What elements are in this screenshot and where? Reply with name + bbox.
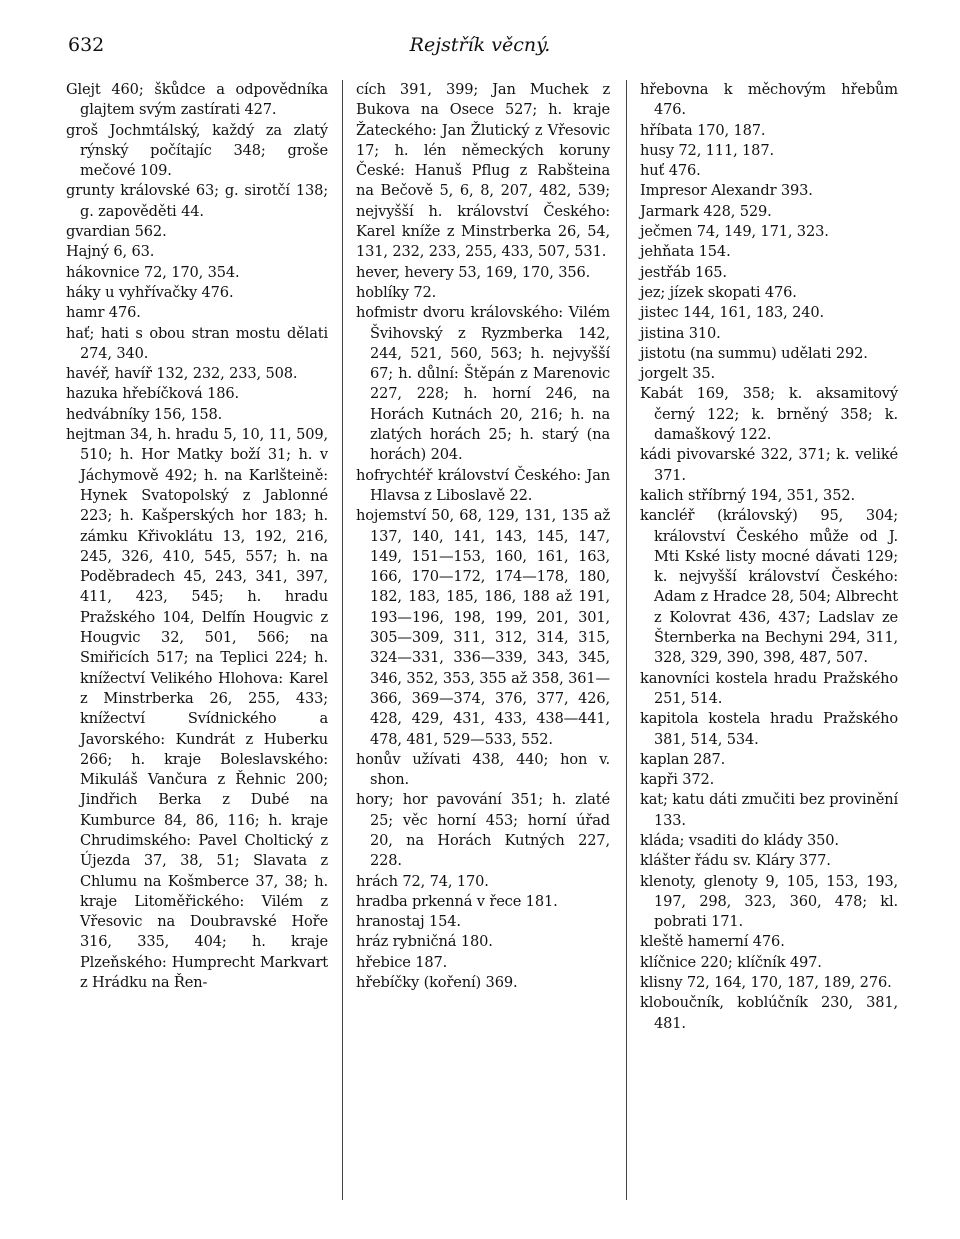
index-entry: Glejt 460; škůdce a odpovědníka glajtem svým zastírati 427.	[66, 81, 328, 119]
index-entry: jorgelt 35.	[640, 365, 715, 383]
index-entry: kanovníci kostela hradu Pražského 251, 514.	[640, 669, 898, 707]
index-entry: Impresor Alexandr 393.	[640, 182, 813, 200]
index-entry: honův užívati 438, 440; hon v. shon.	[356, 750, 610, 789]
index-entry: jestřáb 165.	[640, 263, 727, 281]
index-entry: kalich stříbrný 194, 351, 352.	[640, 486, 855, 504]
index-entry: jistina 310.	[640, 324, 721, 342]
index-entry: hranostaj 154.	[356, 913, 461, 931]
index-entry: hamr 476.	[66, 304, 141, 322]
index-entry: hřebíčky (koření) 369.	[356, 974, 518, 992]
index-column-left	[66, 80, 328, 1210]
index-entry: klenoty, glenoty 9, 105, 153, 193, 197, 298, 323, 360, 478; kl. pobrati 171.	[640, 872, 898, 931]
index-entry: havéř, havíř 132, 232, 233, 508.	[66, 365, 298, 383]
index-entry: háky u vyhřívačky 476.	[66, 283, 234, 301]
index-entry: kloboučník, koblúčník 230, 381, 481.	[640, 994, 898, 1032]
index-entry: kleště hamerní 476.	[640, 933, 785, 951]
index-entry: hradba prkenná v řece 181.	[356, 892, 558, 910]
index-column-right	[640, 80, 898, 1210]
index-entry: hazuka hřebíčková 186.	[66, 385, 239, 403]
index-entry: grunty královské 63; g. sirotčí 138; g. zapověděti 44.	[66, 182, 328, 220]
index-entry: hřebovna k měchovým hřebům 476.	[640, 81, 898, 119]
index-entry: hofmistr dvoru královského: Vilém Švihovský z Ryzmberka 142, 244, 521, 560, 563; h. nejvyšší 67; h. důlní: Štěpán z Marenovic 227, 228; h. horní 246, na Horách Kutnách 20, 216; h. na zlatých horách 25; h. starý (na horách) 204.	[356, 304, 610, 464]
page-number: 632	[68, 34, 105, 56]
index-entry: kapitola kostela hradu Pražského 381, 514, 534.	[640, 710, 898, 748]
index-entry: kádi pivovarské 322, 371; k. veliké 371.	[640, 446, 898, 484]
index-entry: hákovnice 72, 170, 354.	[66, 263, 240, 281]
index-entry: cích 391, 399; Jan Muchek z Bukova na Osece 527; h. kraje Žateckého: Jan Žlutický z Vřesovic 17; h. lén německých koruny České: Hanuš Pflug z Rabšteina na Bečově 5, 6, 8, 207, 482, 539; nejvyšší h. království Českého: Karel kníže z Minstrberka 26, 54, 131, 232, 233, 255, 433, 507, 531.	[356, 81, 610, 261]
index-entry: Hajný 6, 63.	[66, 243, 155, 261]
index-entry: hřebice 187.	[356, 953, 448, 971]
index-entry: Jarmark 428, 529.	[640, 202, 772, 220]
index-entry: hejtman 34, h. hradu 5, 10, 11, 509, 510; h. Hor Matky boží 31; h. v Jáchymově 492; h. na Karlšteině: Hynek Svatopolský z Jablonné 223; h. Kašperských hor 183; h. zámku Křivoklátu 13, 192, 216, 245, 326, 410, 545, 557; h. na Poděbradech 45, 243, 341, 397, 411, 423, 545; h. hradu Pražského 104, Delfín Hougvic z Hougvic 32, 501, 566; na Smiřicích 517; na Teplici 224; h. knížectví Velikého Hlohova: Karel z Minstrberka 26, 255, 433; knížectví Svídnického a Javorského: Kundrát z Huberku 266; h. kraje Boleslavského: Mikuláš Vančura z Řehnic 200; Jindřich Berka z Dubé na Kumburce 84, 86, 116; h. kraje Chrudimského: Pavel Choltický z Újezda 37, 38, 51; Slavata z Chlumu na Košmberce 37, 38; h. kraje Litoměřického: Vilém z Vřesovic na Doubravské Hoře 316, 335, 404; h. kraje Plzeňského: Humprecht Markvart z Hrádku na Řen-	[66, 426, 328, 992]
index-entry: hrách 72, 74, 170.	[356, 872, 489, 890]
running-title: Rejstřík věcný.	[409, 34, 551, 56]
index-entry: kláda; vsaditi do klády 350.	[640, 831, 839, 849]
index-entry: ječmen 74, 149, 171, 323.	[640, 223, 829, 241]
index-entry: kat; katu dáti zmučiti bez provinění 133.	[640, 791, 898, 829]
index-entry: jistec 144, 161, 183, 240.	[640, 304, 824, 322]
column-divider	[342, 80, 343, 1200]
index-entry: huť 476.	[640, 162, 701, 180]
index-entry: hory; hor pavování 351; h. zlaté 25; věc horní 453; horní úřad 20, na Horách Kutných 227, 228.	[356, 791, 610, 870]
index-entry: hojemství 50, 68, 129, 131, 135 až 137, 140, 141, 143, 145, 147, 149, 151—153, 160, 161, 163, 166, 170—172, 174—178, 180, 182, 183, 185, 186, 188 až 191, 193—196, 198, 199, 201, 301, 305—309, 311, 312, 314, 315, 324—331, 336—339, 343, 345, 346, 352, 353, 355 až 358, 361—366, 369—374, 376, 377, 426, 428, 429, 431, 433, 438—441, 478, 481, 529—533, 552.	[356, 507, 610, 748]
index-entry: Kabát 169, 358; k. aksamitový černý 122; k. brněný 358; k. damaškový 122.	[640, 385, 898, 444]
index-entry: kancléř (královský) 95, 304; království Českého může od J. Mti Kské listy mocné dávati 129; k. nejvyšší království Českého: Adam z Hradce 28, 504; Albrecht z Kolovrat 436, 437; Ladslav ze Šternberka na Bechyni 294, 311, 328, 329, 390, 398, 487, 507.	[640, 507, 898, 667]
index-entry: jez; jízek skopati 476.	[640, 283, 797, 301]
index-entry: groš Jochmtálský, každý za zlatý rýnský počítajíc 348; groše mečové 109.	[66, 121, 328, 180]
index-entry: hofrychtéř království Českého: Jan Hlavsa z Liboslavě 22.	[356, 466, 610, 504]
index-entry: klíčnice 220; klíčník 497.	[640, 953, 822, 971]
index-entry: klášter řádu sv. Kláry 377.	[640, 852, 831, 870]
index-entry: hříbata 170, 187.	[640, 121, 766, 139]
index-entry: hever, hevery 53, 169, 170, 356.	[356, 263, 591, 281]
column-divider	[626, 80, 627, 1200]
index-entry: husy 72, 111, 187.	[640, 141, 774, 159]
index-entry: hedvábníky 156, 158.	[66, 405, 223, 423]
index-entry: jistotu (na summu) udělati 292.	[640, 344, 868, 362]
index-entry: jehňata 154.	[640, 243, 731, 261]
index-entry: klisny 72, 164, 170, 187, 189, 276.	[640, 974, 892, 992]
index-entry: kapři 372.	[640, 771, 715, 789]
page-header	[0, 34, 960, 62]
index-column-middle	[356, 80, 610, 1210]
index-entry: hoblíky 72.	[356, 283, 437, 301]
index-entry: hráz rybničná 180.	[356, 933, 493, 951]
index-entry: gvardian 562.	[66, 223, 167, 241]
index-entry: kaplan 287.	[640, 750, 726, 768]
index-entry: hať; hati s obou stran mostu dělati 274, 340.	[66, 324, 328, 362]
